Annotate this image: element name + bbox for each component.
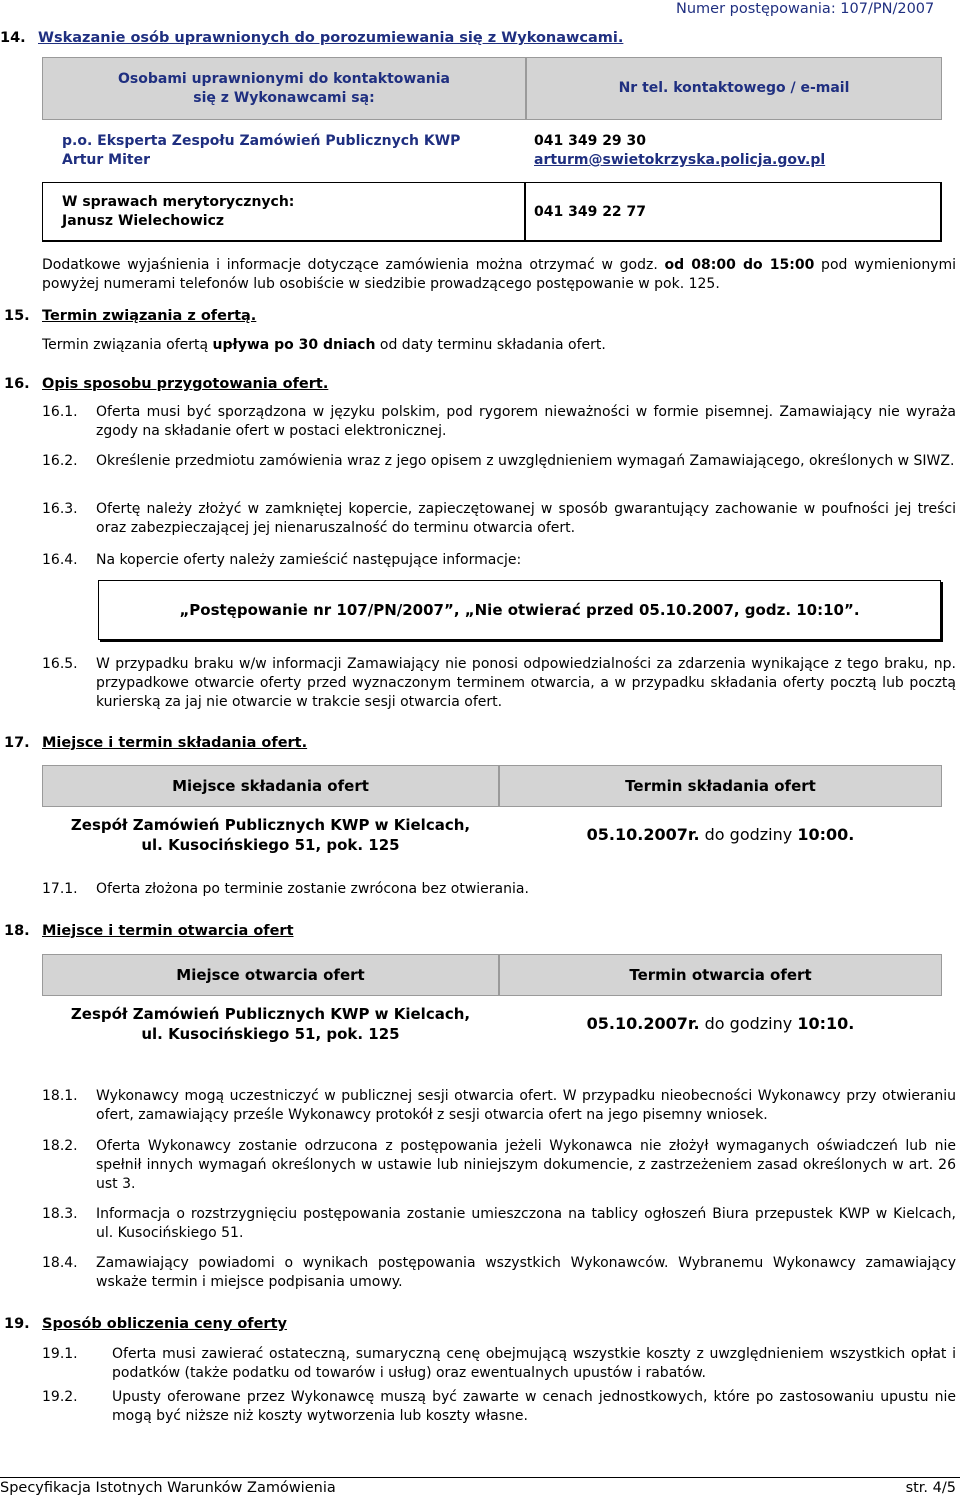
column-header: Termin składania ofert (499, 765, 942, 807)
section-19-title (4, 1315, 287, 1334)
item-number: 16.2. (42, 453, 78, 469)
item-text: Zamawiający powiadomi o wynikach postępowania wszystkich Wykonawców. Wybranemu Wykonawcy zamawiający wskaże termin i miejsce podpisania umowy. (96, 1255, 956, 1290)
section-title-text: Wskazanie osób uprawnionych do porozumiewania się z Wykonawcami. (38, 30, 624, 46)
column-header: Termin otwarcia ofert (499, 954, 942, 996)
item-number: 19.2. (42, 1389, 78, 1405)
email-link[interactable]: arturm@swietokrzyska.policja.gov.pl (534, 152, 826, 168)
item-text: Określenie przedmiotu zamówienia wraz z jego opisem z uwzględnieniem wymagań Zamawiającego, określonych w SIWZ. (96, 453, 955, 469)
item-text: Oferta złożona po terminie zostanie zwrócona bez otwierania. (96, 881, 529, 897)
opening-date: 05.10.2007r. (586, 1013, 700, 1033)
item-number: 16.1. (42, 404, 78, 420)
footer-page-number: str. 4/5 (905, 1480, 956, 1496)
section-number: 19. (4, 1316, 30, 1332)
section-number: 14. (0, 30, 26, 46)
item-number: 18.4. (42, 1255, 78, 1271)
section-18-title (4, 922, 294, 941)
deadline-time: 10:00. (797, 824, 855, 844)
section-number: 15. (4, 308, 30, 324)
note-text: Dodatkowe wyjaśnienia i informacje dotyczące zamówienia można otrzymać w godz. (42, 257, 665, 273)
item-text: Informacja o rozstrzygnięciu postępowania zostanie umieszczona na tablicy ogłoszeń Biura przepustek KWP w Kielcach, ul. Kusocińskiego 51. (96, 1206, 956, 1241)
list-item (42, 655, 956, 712)
list-item (42, 1388, 956, 1426)
list-item (42, 1345, 956, 1383)
text: od daty terminu składania ofert. (375, 337, 606, 353)
item-text: Ofertę należy złożyć w zamkniętej kopercie, zapieczętowanej w sposób gwarantujący zachowanie w poufności jej treści oraz zabezpieczającej jej nienaruszalność do terminu otwarcia ofert. (96, 501, 956, 536)
place-line: Zespół Zamówień Publicznych KWP w Kielcach, (70, 1004, 471, 1023)
item-text: Na kopercie oferty należy zamieścić następujące informacje: (96, 552, 522, 568)
note-text: pod wymienionymi powyżej numerami telefonów lub osobiście w siedzibie prowadzącego postępowanie w pok. 125. (42, 257, 956, 292)
phone-number: 041 349 29 30 (534, 133, 647, 149)
section-title-text: Sposób obliczenia ceny oferty (42, 1316, 287, 1332)
section-17-title (4, 734, 307, 753)
list-item (42, 1087, 956, 1125)
case-number: Numer postępowania: 107/PN/2007 (676, 1, 935, 17)
contact-header-right: Nr tel. kontaktowego / e-mail (526, 57, 942, 120)
section-15-text (42, 336, 942, 355)
item-number: 18.1. (42, 1088, 78, 1104)
list-item (42, 551, 956, 570)
opening-hour: 10:10. (797, 1013, 855, 1033)
submission-place (42, 807, 499, 862)
item-number: 16.4. (42, 552, 78, 568)
opening-text: do godziny (699, 1013, 798, 1033)
header-line: się z Wykonawcami są: (193, 89, 375, 106)
place-line: ul. Kusocińskiego 51, pok. 125 (141, 1024, 400, 1043)
item-text: Oferta Wykonawcy zostanie odrzucona z postępowania jeżeli Wykonawca nie złożył wymaganych oświadczeń lub nie spełnił innych wymagań określonych w ustawie lub niniejszym dokumencie, z zastrzeżeniem zasad określonych w art. 26 ust 3. (96, 1138, 956, 1192)
column-header: Miejsce składania ofert (42, 765, 499, 807)
section-14-note (42, 256, 956, 294)
item-number: 19.1. (42, 1346, 78, 1362)
section-15-title (4, 307, 256, 326)
item-number: 18.2. (42, 1138, 78, 1154)
item-number: 16.5. (42, 656, 78, 672)
item-text: Wykonawcy mogą uczestniczyć w publicznej sesji otwarcia ofert. W przypadku nieobecności Wykonawcy przy otwieraniu ofert, zamawiający prześle Wykonawcy protokół z sesji otwarcia ofert na jego pisemny wniosek. (96, 1088, 956, 1123)
contact-row-1-contact (534, 132, 934, 170)
phone-number: 041 349 22 77 (534, 204, 647, 220)
contact-row-2-contact-cell (526, 182, 942, 242)
deadline-date: 05.10.2007r. (586, 824, 700, 844)
submission-deadline (499, 807, 942, 862)
opening-table (42, 954, 942, 1051)
item-number: 18.3. (42, 1206, 78, 1222)
section-title-text: Opis sposobu przygotowania ofert. (42, 376, 329, 392)
item-text: Upusty oferowane przez Wykonawcę muszą być zawarte w cenach jednostkowych, które po zastosowaniu upustu nie mogą być niższe niż koszty wytworzenia lub koszty własne. (112, 1389, 956, 1424)
item-text: Oferta musi zawierać ostateczną, sumaryczną cenę obejmującą wszystkie koszty z uwzględnieniem wszystkich opłat i podatków (także podatku od towarów i usług) oraz ewentualnych upustów i rabatów. (112, 1346, 956, 1381)
list-item (42, 500, 956, 538)
submission-table (42, 765, 942, 862)
footer-divider (0, 1477, 960, 1478)
item-number: 16.3. (42, 501, 78, 517)
text-bold: upływa po 30 dniach (212, 337, 376, 353)
section-14-title (0, 29, 623, 48)
place-line: Zespół Zamówień Publicznych KWP w Kielcach, (70, 815, 471, 834)
contact-table (42, 57, 942, 242)
envelope-label-box: „Postępowanie nr 107/PN/2007”, „Nie otwierać przed 05.10.2007, godz. 10:10”. (98, 580, 941, 640)
note-hours: od 08:00 do 15:00 (664, 257, 815, 273)
person-title: W sprawach merytorycznych: (62, 194, 295, 210)
item-text: Oferta musi być sporządzona w języku polskim, pod rygorem nieważności w formie pisemnej. Zamawiający nie wyraża zgody na składanie ofert w postaci elektronicznej. (96, 404, 956, 439)
header-line: Osobami uprawnionymi do kontaktowania (118, 70, 450, 87)
section-title-text: Termin związania z ofertą. (42, 308, 257, 324)
contact-row-1-person (62, 132, 522, 170)
deadline-text: do godziny (699, 824, 798, 844)
person-name: Artur Miter (62, 152, 150, 168)
list-item (42, 403, 956, 441)
contact-header-left (42, 57, 526, 120)
section-16-title (4, 375, 328, 394)
item-text: W przypadku braku w/w informacji Zamawiający nie ponosi odpowiedzialności za zdarzenia wynikające z tego braku, np. przypadkowe otwarcie oferty przed wyznaczonym terminem otwarcia, a w przypadku składania oferty pocztą lub pocztą kurierską za jaj nie otwarcie w trakcie sesji otwarcia ofert. (96, 656, 956, 710)
contact-row-2-person (62, 193, 294, 231)
contact-row-2-person-cell (42, 182, 526, 242)
opening-place (42, 996, 499, 1051)
list-item (42, 1254, 956, 1292)
section-number: 18. (4, 923, 30, 939)
opening-time (499, 996, 942, 1051)
table-border (42, 240, 942, 242)
item-number: 17.1. (42, 881, 78, 897)
list-item (42, 452, 956, 471)
section-title-text: Miejsce i termin otwarcia ofert (42, 923, 294, 939)
list-item (42, 880, 956, 899)
section-title-text: Miejsce i termin składania ofert. (42, 735, 308, 751)
person-title: p.o. Eksperta Zespołu Zamówień Publicznych KWP (62, 133, 461, 149)
list-item (42, 1137, 956, 1194)
person-name: Janusz Wielechowicz (62, 213, 225, 229)
table-border (42, 182, 43, 242)
text: Termin związania ofertą (42, 337, 213, 353)
place-line: ul. Kusocińskiego 51, pok. 125 (141, 835, 400, 854)
list-item (42, 1205, 956, 1243)
section-number: 17. (4, 735, 30, 751)
section-number: 16. (4, 376, 30, 392)
footer-document-title: Specyfikacja Istotnych Warunków Zamówienia (0, 1480, 336, 1496)
column-header: Miejsce otwarcia ofert (42, 954, 499, 996)
